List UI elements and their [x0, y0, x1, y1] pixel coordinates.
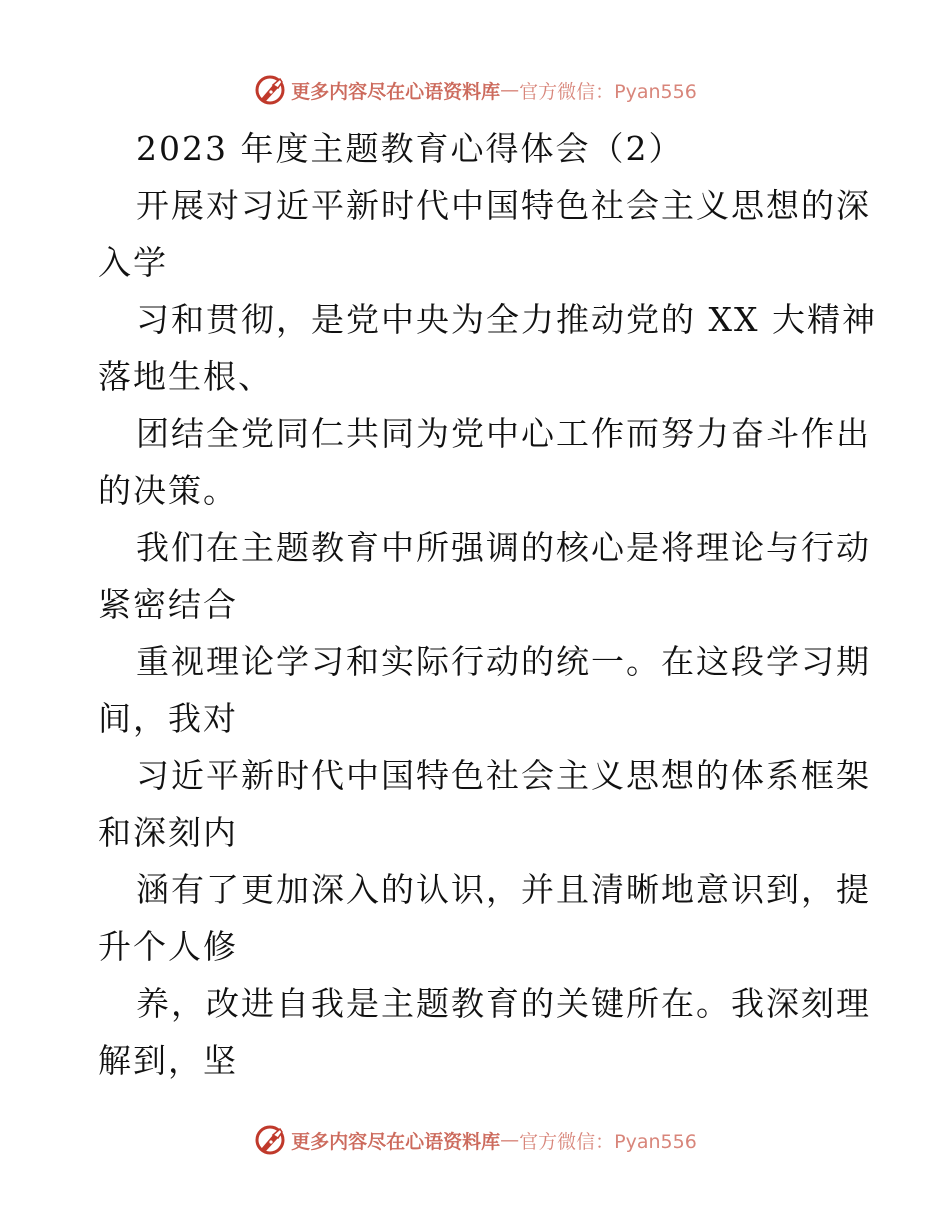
- paragraph-line: 间，我对: [98, 699, 238, 738]
- paragraph-line: 升个人修: [98, 927, 238, 966]
- footer-banner-text: 更多内容尽在心语资料库: [291, 1130, 501, 1153]
- header-banner-separator: —: [500, 79, 520, 101]
- paragraph-line: 重视理论学习和实际行动的统一。在这段学习期: [136, 642, 871, 681]
- paragraph-line: 落地生根、: [98, 357, 273, 396]
- paragraph-line: 我们在主题教育中所强调的核心是将理论与行动: [136, 528, 871, 567]
- footer-banner: [0, 1120, 950, 1160]
- pen-nib-logo-icon: [253, 73, 287, 107]
- paragraph-line: 习近平新时代中国特色社会主义思想的体系框架: [136, 756, 871, 795]
- paragraph-line: 解到，坚: [98, 1041, 238, 1080]
- paragraph-line: 涵有了更加深入的认识，并且清晰地意识到，提: [136, 870, 871, 909]
- paragraph-line: 养，改进自我是主题教育的关键所在。我深刻理: [136, 984, 871, 1023]
- footer-banner-wechat: 官方微信：Pyan556: [519, 1130, 697, 1153]
- paragraph-line: 和深刻内: [98, 813, 238, 852]
- document-body: [98, 120, 877, 1089]
- paragraph-line: 开展对习近平新时代中国特色社会主义思想的深: [136, 186, 871, 225]
- paragraph-line: 的决策。: [98, 471, 238, 510]
- document-title: 2023 年度主题教育心得体会（2）: [136, 129, 684, 168]
- header-banner-wechat: 官方微信：Pyan556: [519, 80, 697, 103]
- paragraph-line: 团结全党同仁共同为党中心工作而努力奋斗作出: [136, 414, 871, 453]
- paragraph-line: 习和贯彻，是党中央为全力推动党的 XX 大精神: [136, 300, 877, 339]
- paragraph-line: 入学: [98, 243, 168, 282]
- header-banner: [0, 70, 950, 110]
- paragraph-line: 紧密结合: [98, 585, 238, 624]
- footer-banner-separator: —: [500, 1129, 520, 1151]
- pen-nib-logo-icon: [253, 1123, 287, 1157]
- header-banner-text: 更多内容尽在心语资料库: [291, 80, 501, 103]
